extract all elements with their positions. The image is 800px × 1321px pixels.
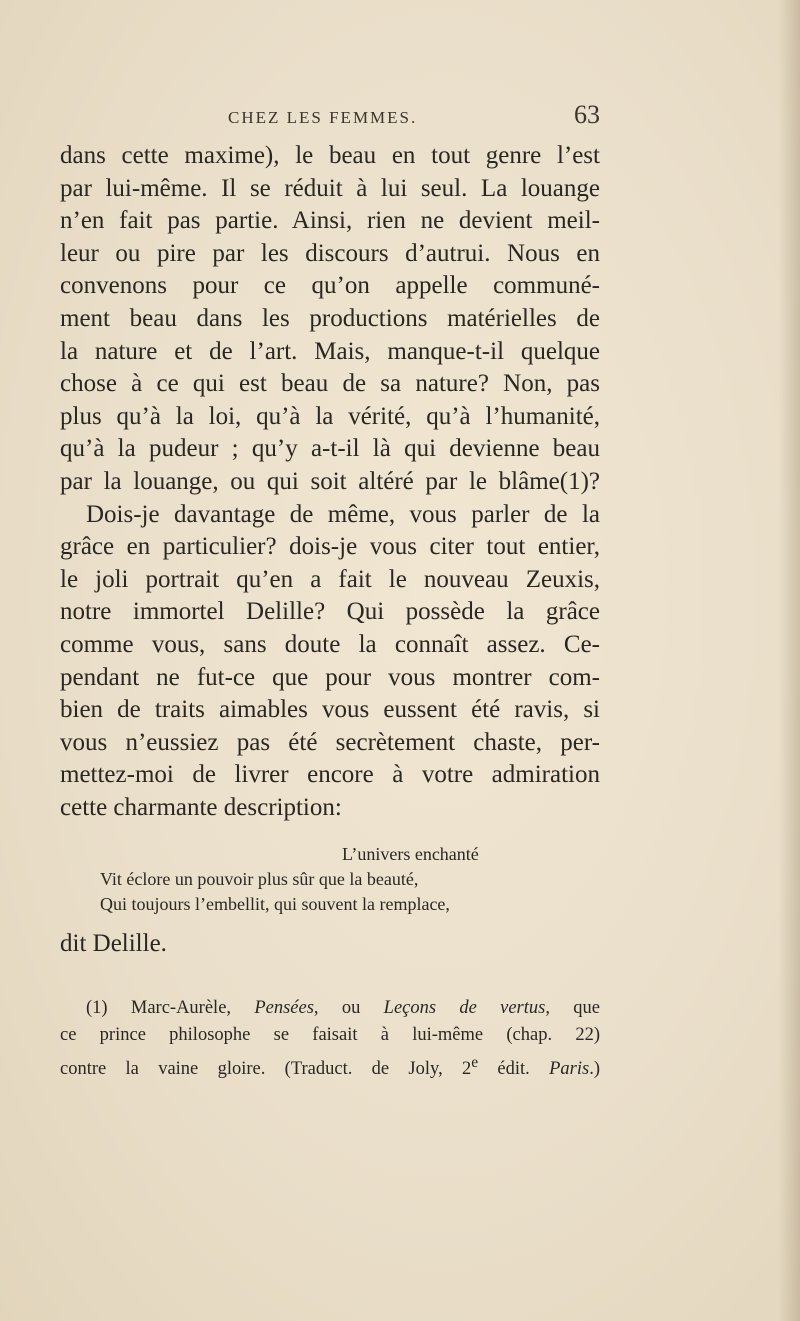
text-line: mettez-moi de livrer encore à votre admiration: [60, 761, 600, 789]
attribution-line: dit Delille.: [60, 930, 167, 957]
text-line: cette charmante description:: [60, 793, 342, 821]
main-text: [60, 140, 600, 824]
text-line: comme vous, sans doute la connaît assez. Ce-: [60, 630, 600, 658]
text-line: notre immortel Delille? Qui possède la grâce: [60, 598, 600, 626]
text-line: chose à ce qui est beau de sa nature? Non, pas: [60, 370, 600, 398]
footnote-line: (1) Marc-Aurèle, Pensées, ou Leçons de vertus, que: [86, 998, 600, 1018]
text-line: par lui-même. Il se réduit à lui seul. La louange: [60, 174, 600, 202]
text-line: la nature et de l’art. Mais, manque-t-il quelque: [60, 337, 600, 365]
quote-line: Vit éclore un pouvoir plus sûr que la beauté,: [100, 869, 419, 889]
text-line: dans cette maxime), le beau en tout genre l’est: [60, 142, 600, 169]
page-edge-shadow: [778, 0, 800, 1321]
text-line: ment beau dans les productions matérielles de: [60, 304, 600, 332]
footnote: [60, 995, 600, 1083]
text-line: leur ou pire par les discours d’autrui. Nous en: [60, 239, 600, 267]
text-line: n’en fait pas partie. Ainsi, rien ne devient meil-: [60, 207, 600, 235]
text-line: pendant ne fut-ce que pour vous montrer com-: [60, 663, 600, 691]
footnote-line: ce prince philosophe se faisait à lui-même (chap. 22): [60, 1025, 600, 1045]
text-line: par la louange, ou qui soit altéré par le blâme(1)?: [60, 467, 600, 495]
text-line: Dois-je davantage de même, vous parler de la: [86, 500, 600, 528]
page-header: [60, 100, 600, 132]
text-line: convenons pour ce qu’on appelle communé-: [60, 272, 600, 300]
text-line: qu’à la pudeur ; qu’y a-t-il là qui devienne beau: [60, 435, 600, 463]
text-line: grâce en particulier? dois-je vous citer tout entier,: [60, 533, 600, 561]
page-number: 63: [574, 100, 600, 129]
text-line: plus qu’à la loi, qu’à la vérité, qu’à l’humanité,: [60, 402, 600, 430]
footnote-line: contre la vaine gloire. (Traduct. de Joly, 2e édit. Paris.): [60, 1054, 600, 1080]
quote-line: Qui toujours l’embellit, qui souvent la remplace,: [100, 894, 450, 914]
text-line: vous n’eussiez pas été secrètement chaste, per-: [60, 728, 600, 756]
quote-line: L’univers enchanté: [342, 844, 479, 864]
text-line: bien de traits aimables vous eussent été ravis, si: [60, 696, 600, 724]
verse-quote: [60, 842, 600, 917]
running-head: CHEZ LES FEMMES.: [228, 108, 418, 127]
text-line: le joli portrait qu’en a fait le nouveau Zeuxis,: [60, 565, 600, 593]
